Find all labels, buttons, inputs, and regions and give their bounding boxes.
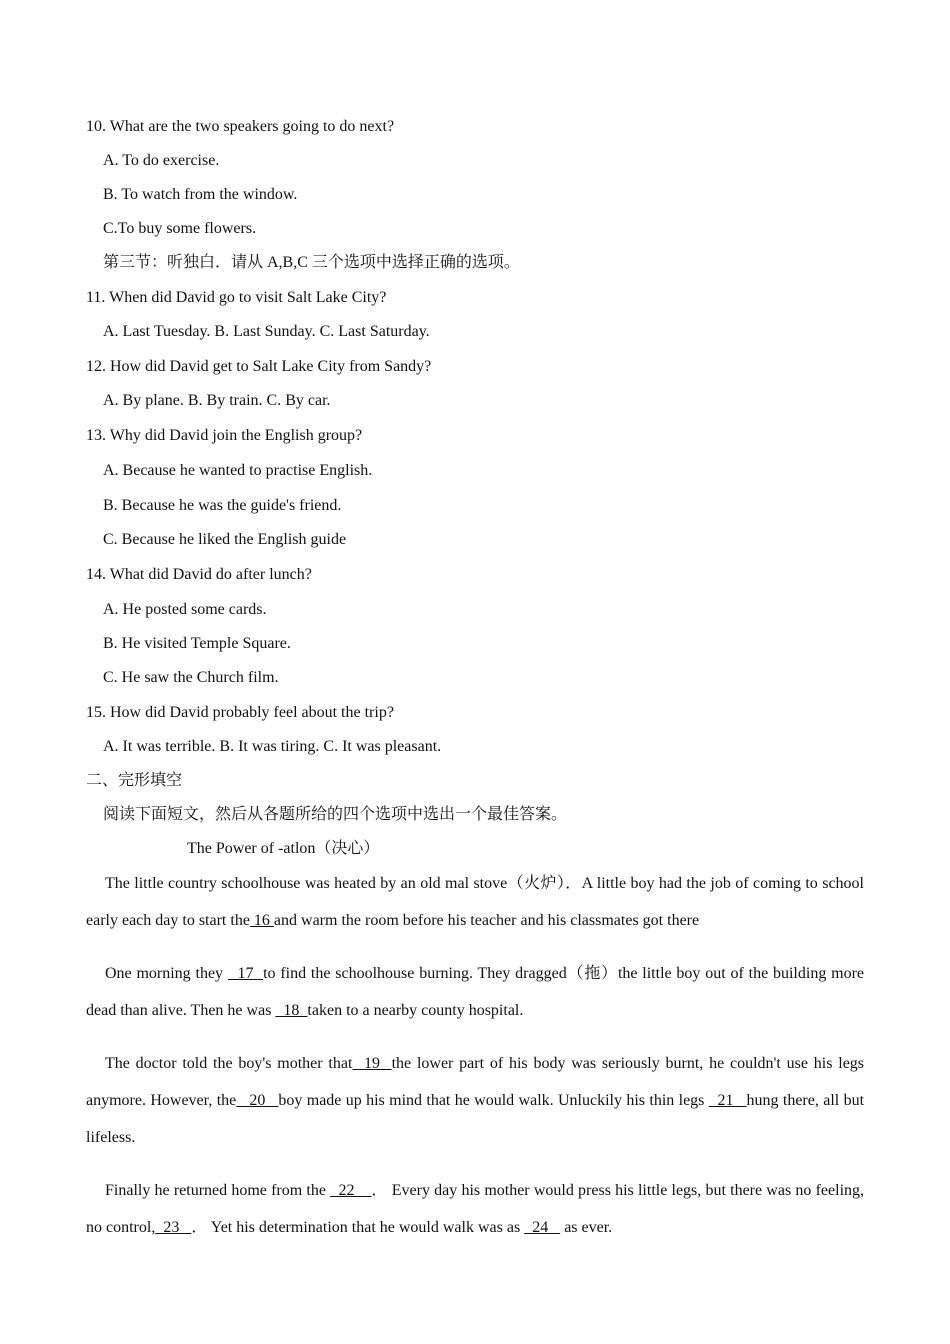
question-15-options: A. It was terrible. B. It was tiring. C. It was pleasant.	[103, 738, 442, 755]
question-12-options: A. By plane. B. By train. C. By car.	[103, 392, 331, 409]
passage-paragraph-2	[86, 955, 864, 1029]
question-10-stem: 10. What are the two speakers going to do next?	[86, 118, 395, 135]
question-10-option-b: B. To watch from the window.	[103, 186, 298, 203]
passage-text: hung there, all but lifeless.	[86, 1092, 865, 1146]
passage-text: boy made up his mind that he would walk. Unluckily his thin legs	[278, 1092, 709, 1109]
blank-16[interactable]: 16	[249, 912, 274, 929]
passage-text: the lower part of his body was seriously burnt, he couldn't use his legs anymore. However, the	[86, 1055, 865, 1109]
question-10-option-a: A. To do exercise.	[103, 152, 220, 169]
passage-text: ． Yet his determination that he would walk was as	[191, 1219, 525, 1236]
document-page	[86, 112, 864, 1262]
passage-paragraph-4	[86, 1172, 864, 1246]
question-13-stem: 13. Why did David join the English group?	[86, 427, 363, 444]
passage-paragraph-1	[86, 865, 864, 939]
passage-text: taken to a nearby county hospital.	[307, 1002, 524, 1019]
passage-text: as ever.	[560, 1219, 613, 1236]
passage-text: ． Every day his mother would press his little legs, but there was no feeling, no control,	[86, 1182, 865, 1236]
part-2-heading: 二、完形填空	[86, 772, 183, 789]
question-13-option-b: B. Because he was the guide's friend.	[103, 497, 342, 514]
question-12-stem: 12. How did David get to Salt Lake City from Sandy?	[86, 358, 432, 375]
question-14-option-c: C. He saw the Church film.	[103, 669, 279, 686]
blank-20[interactable]: 20	[236, 1092, 279, 1109]
question-13-option-a: A. Because he wanted to practise English.	[103, 462, 373, 479]
passage-text: The doctor told the boy's mother that	[105, 1055, 353, 1072]
passage-text: One morning they	[105, 965, 228, 982]
blank-18[interactable]: 18	[275, 1002, 308, 1019]
question-11-stem: 11. When did David go to visit Salt Lake City?	[86, 289, 387, 306]
blank-17[interactable]: 17	[227, 965, 264, 982]
question-10-option-c: C.To buy some flowers.	[103, 220, 257, 237]
blank-19[interactable]: 19	[352, 1055, 392, 1072]
question-11-options: A. Last Tuesday. B. Last Sunday. C. Last Saturday.	[103, 323, 430, 340]
part-2-instruction: 阅读下面短文，然后从各题所给的四个选项中选出一个最佳答案。	[103, 806, 568, 823]
blank-21[interactable]: 21	[708, 1092, 747, 1109]
passage-text: Finally he returned home from the	[105, 1182, 331, 1199]
passage-text: The little country schoolhouse was heated by an old mal stove（火炉）．A little boy had the job of coming to school early each day to start the	[86, 875, 864, 929]
blank-24[interactable]: 24	[524, 1219, 561, 1236]
blank-22[interactable]: 22	[330, 1182, 372, 1199]
passage-text: and warm the room before his teacher and his classmates got there	[273, 912, 700, 929]
passage-text: to find the schoolhouse burning. They dragged（拖）the little boy out of the building more dead than alive. Then he was	[86, 965, 865, 1019]
question-14-option-a: A. He posted some cards.	[103, 601, 267, 618]
passage-title: The Power of -atlon（决心）	[187, 840, 380, 857]
question-15-stem: 15. How did David probably feel about the trip?	[86, 704, 394, 721]
question-14-option-b: B. He visited Temple Square.	[103, 635, 291, 652]
blank-23[interactable]: 23	[155, 1219, 192, 1236]
question-14-stem: 14. What did David do after lunch?	[86, 566, 312, 583]
section-3-instruction: 第三节：听独白．请从 A,B,C 三个选项中选择正确的选项。	[103, 254, 520, 271]
question-13-option-c: C. Because he liked the English guide	[103, 531, 347, 548]
passage-paragraph-3	[86, 1045, 864, 1156]
